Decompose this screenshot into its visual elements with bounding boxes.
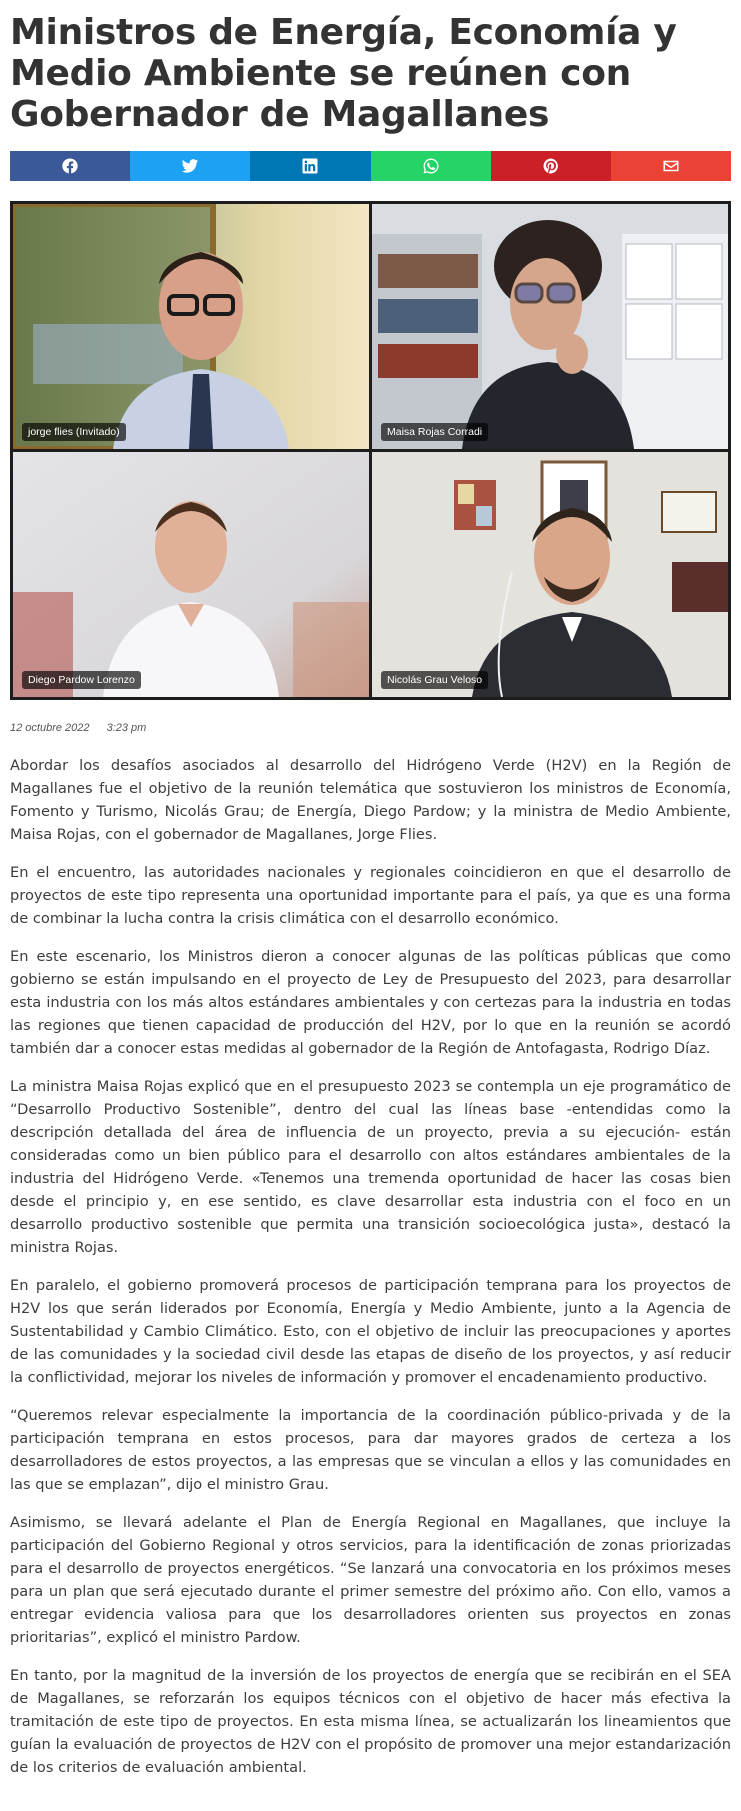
article-paragraph: En el encuentro, las autoridades nacionales y regionales coincidieron en que el desarrollo de proyectos de este tipo representa una oportunidad importante para el país, ya que es una forma de combinar la lucha contra la crisis climática con el desarrollo económico. <box>10 864 731 927</box>
share-whatsapp-button[interactable] <box>371 151 491 181</box>
article-body <box>10 754 731 1779</box>
article-time: 3:23 pm <box>106 722 147 734</box>
participant-name-label: Diego Pardow Lorenzo <box>22 671 141 689</box>
participant-name-label: jorge flies (Invitado) <box>22 423 126 441</box>
video-tile-participant-1[interactable] <box>13 204 369 449</box>
whatsapp-icon <box>422 157 440 175</box>
article-paragraph: En paralelo, el gobierno promoverá procesos de participación temprana para los proyectos de H2V los que serán liderados por Economía, Energía y Medio Ambiente, junto a la Agencia de Sustentabilidad y Cambio Climático. Esto, con el objetivo de incluir las preocupaciones y aportes de las comunidades y la sociedad civil desde las etapas de diseño de los proyectos, y así reducir la conflictividad, mejorar los niveles de información y promover el encadenamiento productivo. <box>10 1277 731 1386</box>
article-title: Ministros de Energía, Economía y Medio Ambiente se reúnen con Gobernador de Magallanes <box>10 12 677 135</box>
participant-video-image <box>372 204 728 449</box>
article-paragraph: “Queremos relevar especialmente la importancia de la coordinación público-privada y de la participación temprana en estos procesos, para dar mayores grados de certeza a los desarrolladores de estos proyectos, a las empresas que se vinculan a ellos y las comunidades en las que se emplazan”, dijo el ministro Grau. <box>10 1407 731 1493</box>
participant-video-image <box>13 204 369 449</box>
share-twitter-button[interactable] <box>130 151 250 181</box>
share-linkedin-button[interactable] <box>250 151 370 181</box>
video-tile-participant-3[interactable] <box>13 452 369 697</box>
article-paragraph: La ministra Maisa Rojas explicó que en el presupuesto 2023 se contempla un eje programático de “Desarrollo Productivo Sostenible”, dentro del cual las líneas base -entendidas como la descripción detallada del área de influencia de un proyecto, previa a su ejecución- están consideradas como un bien público para el desarrollo con altos estándares ambientales de la industria del Hidrógeno Verde. «Tenemos una tremenda oportunidad de hacer las cosas bien desde el principio y, en ese sentido, es clave desarrollar esta industria con el foco en un desarrollo productivo sostenible que permita una transición socioecológica justa», destacó la ministra Rojas. <box>10 1078 731 1256</box>
participant-video-image <box>372 452 728 697</box>
participant-video-image <box>13 452 369 697</box>
participant-name-label: Maisa Rojas Corradi <box>381 423 488 441</box>
linkedin-icon <box>301 157 319 175</box>
share-facebook-button[interactable] <box>10 151 130 181</box>
article-paragraph: En este escenario, los Ministros dieron a conocer algunas de las políticas públicas que como gobierno se están impulsando en el proyecto de Ley de Presupuesto del 2023, para desarrollar esta industria con los más altos estándares ambientales y con certezas para la industria en todas las regiones que tienen capacidad de producción del H2V, por lo que en la reunión se acordó también dar a conocer estas medidas al gobernador de la Región de Antofagasta, Rodrigo Díaz. <box>10 948 731 1057</box>
facebook-icon <box>61 157 79 175</box>
share-email-button[interactable] <box>611 151 731 181</box>
video-tile-participant-4[interactable] <box>372 452 728 697</box>
email-icon <box>662 157 680 175</box>
video-tile-participant-2[interactable] <box>372 204 728 449</box>
twitter-icon <box>181 157 199 175</box>
article-paragraph: Abordar los desafíos asociados al desarrollo del Hidrógeno Verde (H2V) en la Región de Magallanes fue el objetivo de la reunión telemática que sostuvieron los ministros de Economía, Fomento y Turismo, Nicolás Grau; de Energía, Diego Pardow; y la ministra de Medio Ambiente, Maisa Rojas, con el gobernador de Magallanes, Jorge Flies. <box>10 757 731 843</box>
article-paragraph: En tanto, por la magnitud de la inversión de los proyectos de energía que se recibirán en el SEA de Magallanes, se reforzarán los equipos técnicos con el objetivo de hacer más efectiva la tramitación de este tipo de proyectos. En esta misma línea, se actualizarán los lineamientos que guían la evaluación de proyectos de H2V con el propósito de promover una mejor estandarización de los criterios de evaluación ambiental. <box>10 1667 731 1776</box>
article-meta <box>10 722 731 734</box>
video-call-grid <box>10 201 731 700</box>
article-date: 12 octubre 2022 <box>10 722 90 734</box>
pinterest-icon <box>542 157 560 175</box>
share-pinterest-button[interactable] <box>491 151 611 181</box>
article-paragraph: Asimismo, se llevará adelante el Plan de Energía Regional en Magallanes, que incluye la participación del Gobierno Regional y otros servicios, para la identificación de zonas priorizadas para el desarrollo de proyectos energéticos. “Se lanzará una convocatoria en los próximos meses para un plan que será ejecutado durante el primer semestre del próximo año. Con ello, vamos a entregar evidencia valiosa para que los desarrolladores orienten sus proyectos en zonas prioritarias”, explicó el ministro Pardow. <box>10 1514 731 1646</box>
participant-name-label: Nicolás Grau Veloso <box>381 671 488 689</box>
share-bar <box>10 151 731 181</box>
